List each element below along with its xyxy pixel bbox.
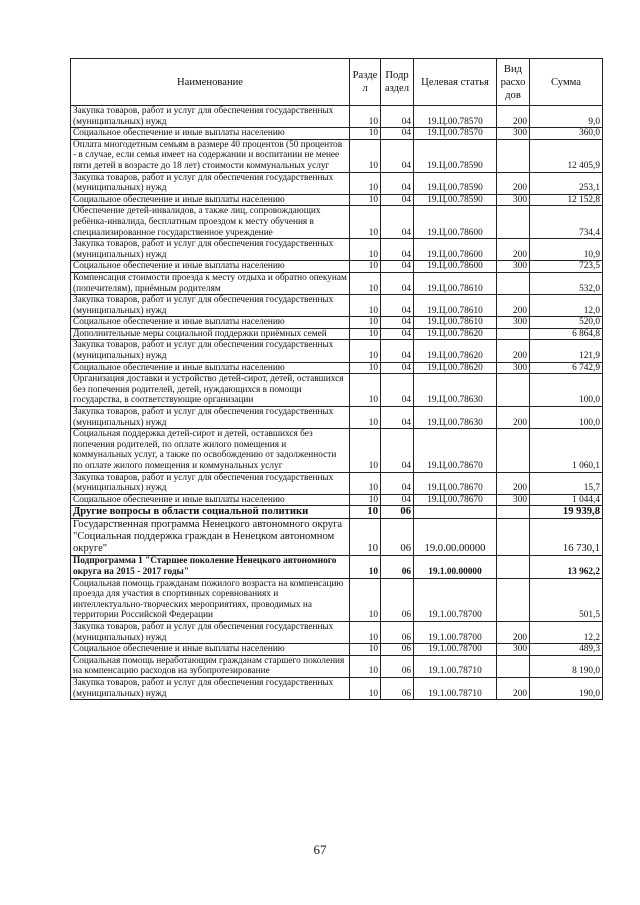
row-expense-type: 300 bbox=[497, 128, 530, 140]
row-expense-type: 300 bbox=[497, 362, 530, 374]
row-section: 10 bbox=[350, 295, 381, 317]
row-expense-type bbox=[497, 578, 530, 621]
row-sum: 8 190,0 bbox=[530, 655, 603, 677]
row-expense-type bbox=[497, 429, 530, 472]
row-target-article: 19.Ц.00.78610 bbox=[414, 317, 497, 329]
row-name: Социальное обеспечение и иные выплаты населению bbox=[71, 494, 350, 506]
table-row bbox=[71, 261, 603, 273]
row-target-article: 19.Ц.00.78600 bbox=[414, 206, 497, 239]
header-subsection: Подр аздел bbox=[381, 59, 414, 106]
row-target-article: 19.Ц.00.78670 bbox=[414, 429, 497, 472]
row-subsection: 06 bbox=[381, 556, 414, 578]
row-target-article: 19.Ц.00.78600 bbox=[414, 261, 497, 273]
row-expense-type: 300 bbox=[497, 494, 530, 506]
table-row bbox=[71, 429, 603, 472]
row-subsection: 04 bbox=[381, 472, 414, 494]
row-expense-type: 200 bbox=[497, 340, 530, 362]
row-expense-type: 200 bbox=[497, 239, 530, 261]
row-target-article: 19.1.00.00000 bbox=[414, 556, 497, 578]
table-row bbox=[71, 494, 603, 506]
header-sum: Сумма bbox=[530, 59, 603, 106]
row-sum: 121,9 bbox=[530, 340, 603, 362]
table-row bbox=[71, 272, 603, 294]
row-section: 10 bbox=[350, 655, 381, 677]
header-expense-type: Вид расхо дов bbox=[497, 59, 530, 106]
row-sum: 100,0 bbox=[530, 407, 603, 429]
row-sum: 12 405,9 bbox=[530, 139, 603, 172]
row-expense-type: 300 bbox=[497, 644, 530, 656]
row-target-article: 19.1.00.78700 bbox=[414, 644, 497, 656]
table-row bbox=[71, 506, 603, 519]
row-subsection: 06 bbox=[381, 519, 414, 556]
row-expense-type bbox=[497, 272, 530, 294]
row-sum: 6 742,9 bbox=[530, 362, 603, 374]
table-row bbox=[71, 317, 603, 329]
row-section: 10 bbox=[350, 194, 381, 206]
row-subsection: 04 bbox=[381, 128, 414, 140]
row-expense-type bbox=[497, 374, 530, 407]
row-subsection: 04 bbox=[381, 239, 414, 261]
row-name: Закупка товаров, работ и услуг для обеспечения государственных (муниципальных) нужд bbox=[71, 172, 350, 194]
row-expense-type bbox=[497, 556, 530, 578]
row-section: 10 bbox=[350, 106, 381, 128]
table-row bbox=[71, 556, 603, 578]
row-section: 10 bbox=[350, 374, 381, 407]
row-expense-type bbox=[497, 655, 530, 677]
row-expense-type: 200 bbox=[497, 621, 530, 643]
row-expense-type: 200 bbox=[497, 172, 530, 194]
row-target-article: 19.Ц.00.78600 bbox=[414, 239, 497, 261]
row-subsection: 06 bbox=[381, 578, 414, 621]
row-sum: 489,3 bbox=[530, 644, 603, 656]
row-target-article: 19.1.00.78710 bbox=[414, 677, 497, 699]
table-row bbox=[71, 328, 603, 340]
row-target-article: 19.Ц.00.78630 bbox=[414, 374, 497, 407]
row-name: Организация доставки и устройство детей-сирот, детей, оставшихся без попечения родителей, детей, нуждающихся в помощи государства, в соответствующие организации bbox=[71, 374, 350, 407]
table-row bbox=[71, 106, 603, 128]
row-name: Социальное обеспечение и иные выплаты населению bbox=[71, 362, 350, 374]
row-name: Социальная поддержка детей-сирот и детей, оставшихся без попечения родителей, по оплате жилого помещения и коммунальных услуг, а также по освобождению от задолженности по оплате жилого помещения и коммунальных услуг bbox=[71, 429, 350, 472]
row-name: Социальное обеспечение и иные выплаты населению bbox=[71, 317, 350, 329]
row-section: 10 bbox=[350, 261, 381, 273]
row-name: Закупка товаров, работ и услуг для обеспечения государственных (муниципальных) нужд bbox=[71, 340, 350, 362]
row-subsection: 06 bbox=[381, 655, 414, 677]
row-section: 10 bbox=[350, 239, 381, 261]
table-row bbox=[71, 206, 603, 239]
row-subsection: 04 bbox=[381, 261, 414, 273]
row-sum: 9,0 bbox=[530, 106, 603, 128]
row-subsection: 04 bbox=[381, 340, 414, 362]
row-target-article: 19.Ц.00.78590 bbox=[414, 139, 497, 172]
row-name: Социальное обеспечение и иные выплаты населению bbox=[71, 261, 350, 273]
row-sum: 10,9 bbox=[530, 239, 603, 261]
row-target-article: 19.Ц.00.78620 bbox=[414, 340, 497, 362]
row-target-article: 19.Ц.00.78590 bbox=[414, 194, 497, 206]
row-expense-type: 200 bbox=[497, 472, 530, 494]
row-subsection: 06 bbox=[381, 677, 414, 699]
row-sum: 253,1 bbox=[530, 172, 603, 194]
row-subsection: 04 bbox=[381, 494, 414, 506]
row-expense-type: 200 bbox=[497, 106, 530, 128]
table-row bbox=[71, 374, 603, 407]
row-target-article: 19.0.00.00000 bbox=[414, 519, 497, 556]
row-expense-type: 300 bbox=[497, 317, 530, 329]
table-row bbox=[71, 407, 603, 429]
row-name: Закупка товаров, работ и услуг для обеспечения государственных (муниципальных) нужд bbox=[71, 677, 350, 699]
table-row bbox=[71, 139, 603, 172]
row-target-article: 19.Ц.00.78620 bbox=[414, 362, 497, 374]
row-section: 10 bbox=[350, 644, 381, 656]
table-row bbox=[71, 578, 603, 621]
row-sum: 501,5 bbox=[530, 578, 603, 621]
row-sum: 6 864,8 bbox=[530, 328, 603, 340]
row-subsection: 04 bbox=[381, 374, 414, 407]
row-target-article: 19.Ц.00.78570 bbox=[414, 128, 497, 140]
row-target-article: 19.Ц.00.78670 bbox=[414, 472, 497, 494]
row-expense-type bbox=[497, 519, 530, 556]
row-expense-type: 200 bbox=[497, 407, 530, 429]
table-row bbox=[71, 472, 603, 494]
row-expense-type: 200 bbox=[497, 295, 530, 317]
row-sum: 360,0 bbox=[530, 128, 603, 140]
row-name: Подпрограмма 1 "Старшее поколение Ненецкого автономного округа на 2015 - 2017 годы" bbox=[71, 556, 350, 578]
row-sum: 723,5 bbox=[530, 261, 603, 273]
row-section: 10 bbox=[350, 139, 381, 172]
row-name: Другие вопросы в области социальной политики bbox=[71, 506, 350, 519]
row-section: 10 bbox=[350, 429, 381, 472]
table-row bbox=[71, 621, 603, 643]
row-section: 10 bbox=[350, 340, 381, 362]
row-name: Социальная помощь гражданам пожилого возраста на компенсацию проезда для участия в спортивных соревнованиях и интеллектуально-творческих мероприятиях, проводимых на территории Российской Федерации bbox=[71, 578, 350, 621]
table-row bbox=[71, 340, 603, 362]
row-subsection: 04 bbox=[381, 317, 414, 329]
row-section: 10 bbox=[350, 621, 381, 643]
row-subsection: 06 bbox=[381, 506, 414, 519]
budget-table-container bbox=[70, 58, 602, 700]
row-section: 10 bbox=[350, 556, 381, 578]
row-name: Закупка товаров, работ и услуг для обеспечения государственных (муниципальных) нужд bbox=[71, 621, 350, 643]
row-name: Закупка товаров, работ и услуг для обеспечения государственных (муниципальных) нужд bbox=[71, 407, 350, 429]
row-section: 10 bbox=[350, 472, 381, 494]
row-expense-type bbox=[497, 506, 530, 519]
row-target-article: 19.Ц.00.78610 bbox=[414, 272, 497, 294]
row-subsection: 04 bbox=[381, 272, 414, 294]
row-section: 10 bbox=[350, 206, 381, 239]
table-row bbox=[71, 362, 603, 374]
row-subsection: 04 bbox=[381, 328, 414, 340]
row-name: Оплата многодетным семьям в размере 40 процентов (50 процентов - в случае, если семья имеет на содержании и воспитании не менее пяти детей в возрасте до 18 лет) стоимости коммунальных услуг bbox=[71, 139, 350, 172]
row-sum: 19 939,8 bbox=[530, 506, 603, 519]
row-sum: 12 152,8 bbox=[530, 194, 603, 206]
row-sum: 12,0 bbox=[530, 295, 603, 317]
table-row bbox=[71, 677, 603, 699]
row-sum: 15,7 bbox=[530, 472, 603, 494]
row-target-article: 19.Ц.00.78620 bbox=[414, 328, 497, 340]
row-name: Социальное обеспечение и иные выплаты населению bbox=[71, 644, 350, 656]
row-sum: 734,4 bbox=[530, 206, 603, 239]
row-expense-type: 300 bbox=[497, 261, 530, 273]
row-target-article: 19.Ц.00.78590 bbox=[414, 172, 497, 194]
row-subsection: 04 bbox=[381, 206, 414, 239]
row-name: Дополнительные меры социальной поддержки приёмных семей bbox=[71, 328, 350, 340]
row-target-article: 19.1.00.78700 bbox=[414, 578, 497, 621]
row-target-article: 19.Ц.00.78610 bbox=[414, 295, 497, 317]
table-header-row bbox=[71, 59, 603, 106]
row-section: 10 bbox=[350, 578, 381, 621]
header-target-article: Целевая статья bbox=[414, 59, 497, 106]
row-name: Государственная программа Ненецкого автономного округа "Социальная поддержка граждан в Ненецком автономном округе" bbox=[71, 519, 350, 556]
row-subsection: 04 bbox=[381, 429, 414, 472]
row-section: 10 bbox=[350, 407, 381, 429]
row-section: 10 bbox=[350, 317, 381, 329]
row-target-article: 19.1.00.78710 bbox=[414, 655, 497, 677]
row-section: 10 bbox=[350, 494, 381, 506]
row-sum: 100,0 bbox=[530, 374, 603, 407]
table-row bbox=[71, 655, 603, 677]
row-target-article: 19.Ц.00.78630 bbox=[414, 407, 497, 429]
row-name: Закупка товаров, работ и услуг для обеспечения государственных (муниципальных) нужд bbox=[71, 295, 350, 317]
row-target-article bbox=[414, 506, 497, 519]
table-row bbox=[71, 644, 603, 656]
row-expense-type: 300 bbox=[497, 194, 530, 206]
row-section: 10 bbox=[350, 519, 381, 556]
row-subsection: 04 bbox=[381, 139, 414, 172]
row-name: Закупка товаров, работ и услуг для обеспечения государственных (муниципальных) нужд bbox=[71, 239, 350, 261]
table-row bbox=[71, 172, 603, 194]
row-section: 10 bbox=[350, 128, 381, 140]
row-name: Закупка товаров, работ и услуг для обеспечения государственных (муниципальных) нужд bbox=[71, 106, 350, 128]
row-subsection: 04 bbox=[381, 295, 414, 317]
row-section: 10 bbox=[350, 506, 381, 519]
row-section: 10 bbox=[350, 272, 381, 294]
row-section: 10 bbox=[350, 677, 381, 699]
row-name: Закупка товаров, работ и услуг для обеспечения государственных (муниципальных) нужд bbox=[71, 472, 350, 494]
table-row bbox=[71, 295, 603, 317]
row-subsection: 06 bbox=[381, 621, 414, 643]
row-name: Социальная помощь неработающим гражданам старшего поколения на компенсацию расходов на зубопротезирование bbox=[71, 655, 350, 677]
row-sum: 532,0 bbox=[530, 272, 603, 294]
row-target-article: 19.Ц.00.78570 bbox=[414, 106, 497, 128]
row-subsection: 04 bbox=[381, 106, 414, 128]
header-name: Наименование bbox=[71, 59, 350, 106]
row-sum: 520,0 bbox=[530, 317, 603, 329]
row-sum: 1 044,4 bbox=[530, 494, 603, 506]
row-sum: 13 962,2 bbox=[530, 556, 603, 578]
row-expense-type: 200 bbox=[497, 677, 530, 699]
row-name: Социальное обеспечение и иные выплаты населению bbox=[71, 128, 350, 140]
row-sum: 12,2 bbox=[530, 621, 603, 643]
budget-table bbox=[70, 58, 603, 700]
row-name: Компенсация стоимости проезда к месту отдыха и обратно опекунам (попечителям), приёмным родителям bbox=[71, 272, 350, 294]
table-row bbox=[71, 194, 603, 206]
row-section: 10 bbox=[350, 172, 381, 194]
table-row bbox=[71, 128, 603, 140]
row-expense-type bbox=[497, 206, 530, 239]
row-subsection: 04 bbox=[381, 362, 414, 374]
header-section: Разде л bbox=[350, 59, 381, 106]
table-row bbox=[71, 239, 603, 261]
row-target-article: 19.1.00.78700 bbox=[414, 621, 497, 643]
row-subsection: 04 bbox=[381, 407, 414, 429]
row-section: 10 bbox=[350, 328, 381, 340]
row-expense-type bbox=[497, 328, 530, 340]
row-target-article: 19.Ц.00.78670 bbox=[414, 494, 497, 506]
row-subsection: 04 bbox=[381, 172, 414, 194]
row-expense-type bbox=[497, 139, 530, 172]
row-subsection: 06 bbox=[381, 644, 414, 656]
row-section: 10 bbox=[350, 362, 381, 374]
row-subsection: 04 bbox=[381, 194, 414, 206]
table-row bbox=[71, 519, 603, 556]
row-sum: 16 730,1 bbox=[530, 519, 603, 556]
row-name: Социальное обеспечение и иные выплаты населению bbox=[71, 194, 350, 206]
page-number: 67 bbox=[313, 842, 327, 857]
row-sum: 190,0 bbox=[530, 677, 603, 699]
row-name: Обеспечение детей-инвалидов, а также лиц, сопровождающих ребёнка-инвалида, бесплатным проездом к месту обучения в специализированное государственное учреждение bbox=[71, 206, 350, 239]
row-sum: 1 060,1 bbox=[530, 429, 603, 472]
